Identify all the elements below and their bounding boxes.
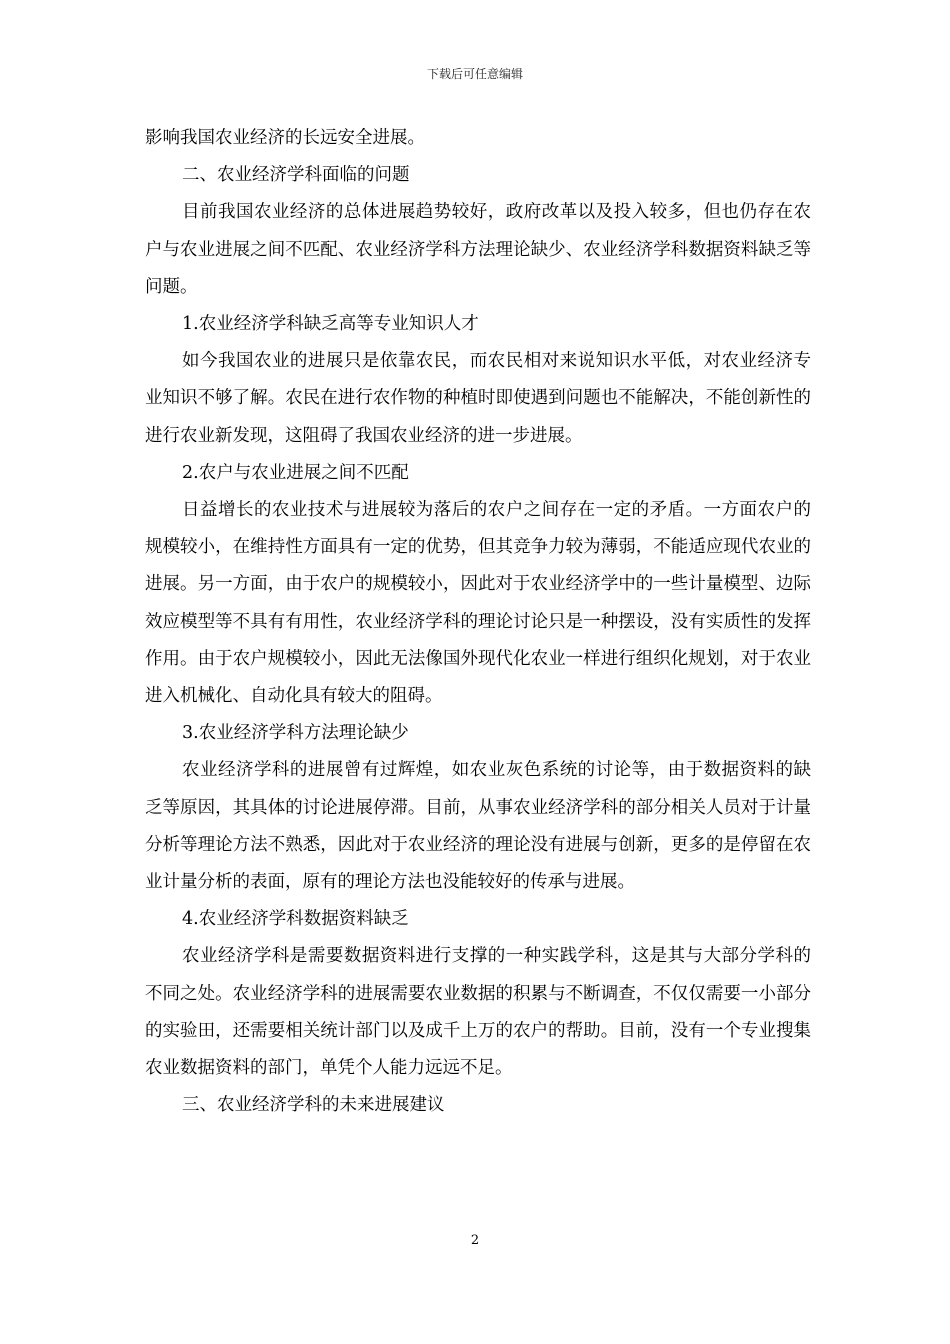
subsection-text-2: 日益增长的农业技术与进展较为落后的农户之间存在一定的矛盾。一方面农户的规模较小，在维持性方面具有一定的优势，但其竞争力较为薄弱，不能适应现代农业的进展。另一方面，由于农户的规模较小，因此对于农业经济学中的一些计量模型、边际效应模型等不具有有用性，农业经济学科的理论讨论只是一种摆设，没有实质性的发挥作用。由于农户规模较小，因此无法像国外现代化农业一样进行组织化规划，对于农业进入机械化、自动化具有较大的阻碍。 bbox=[145, 500, 811, 707]
paragraph-intro: 目前我国农业经济的总体进展趋势较好，政府改革以及投入较多，但也仍存在农户与农业进展之间不匹配、农业经济学科方法理论缺少、农业经济学科数据资料缺乏等问题。 bbox=[145, 202, 811, 297]
subsection-text-4: 农业经济学科是需要数据资料进行支撑的一种实践学科，这是其与大部分学科的不同之处。农业经济学科的进展需要农业数据的积累与不断调查，不仅仅需要一小部分的实验田，还需要相关统计部门以及成千上万的农户的帮助。目前，没有一个专业搜集农业数据资料的部门，单凭个人能力远远不足。 bbox=[145, 946, 811, 1079]
body-text bbox=[145, 120, 811, 1124]
subsection-text-1: 如今我国农业的进展只是依靠农民，而农民相对来说知识水平低，对农业经济专业知识不够了解。农民在进行农作物的种植时即使遇到问题也不能解决，不能创新性的进行农业新发现，这阻碍了我国农业经济的进一步进展。 bbox=[145, 351, 811, 446]
subsection-title-4: 4.农业经济学科数据资料缺乏 bbox=[182, 909, 409, 930]
subsection-title-3: 3.农业经济学科方法理论缺少 bbox=[182, 723, 409, 744]
subsection-text-3: 农业经济学科的进展曾有过辉煌，如农业灰色系统的讨论等，由于数据资料的缺乏等原因，其具体的讨论进展停滞。目前，从事农业经济学科的部分相关人员对于计量分析等理论方法不熟悉，因此对于农业经济的理论没有进展与创新，更多的是停留在农业计量分析的表面，原有的理论方法也没能较好的传承与进展。 bbox=[145, 760, 811, 893]
section-heading-3: 三、农业经济学科的未来进展建议 bbox=[182, 1095, 445, 1116]
section-heading-2: 二、农业经济学科面临的问题 bbox=[182, 165, 410, 186]
subsection-title-1: 1.农业经济学科缺乏高等专业知识人才 bbox=[182, 314, 479, 335]
page-header: 下载后可任意编辑 bbox=[426, 67, 523, 81]
page-number: 2 bbox=[470, 1233, 480, 1248]
paragraph-continuation: 影响我国农业经济的长远安全进展。 bbox=[145, 128, 425, 148]
subsection-title-2: 2.农户与农业进展之间不匹配 bbox=[182, 462, 409, 483]
